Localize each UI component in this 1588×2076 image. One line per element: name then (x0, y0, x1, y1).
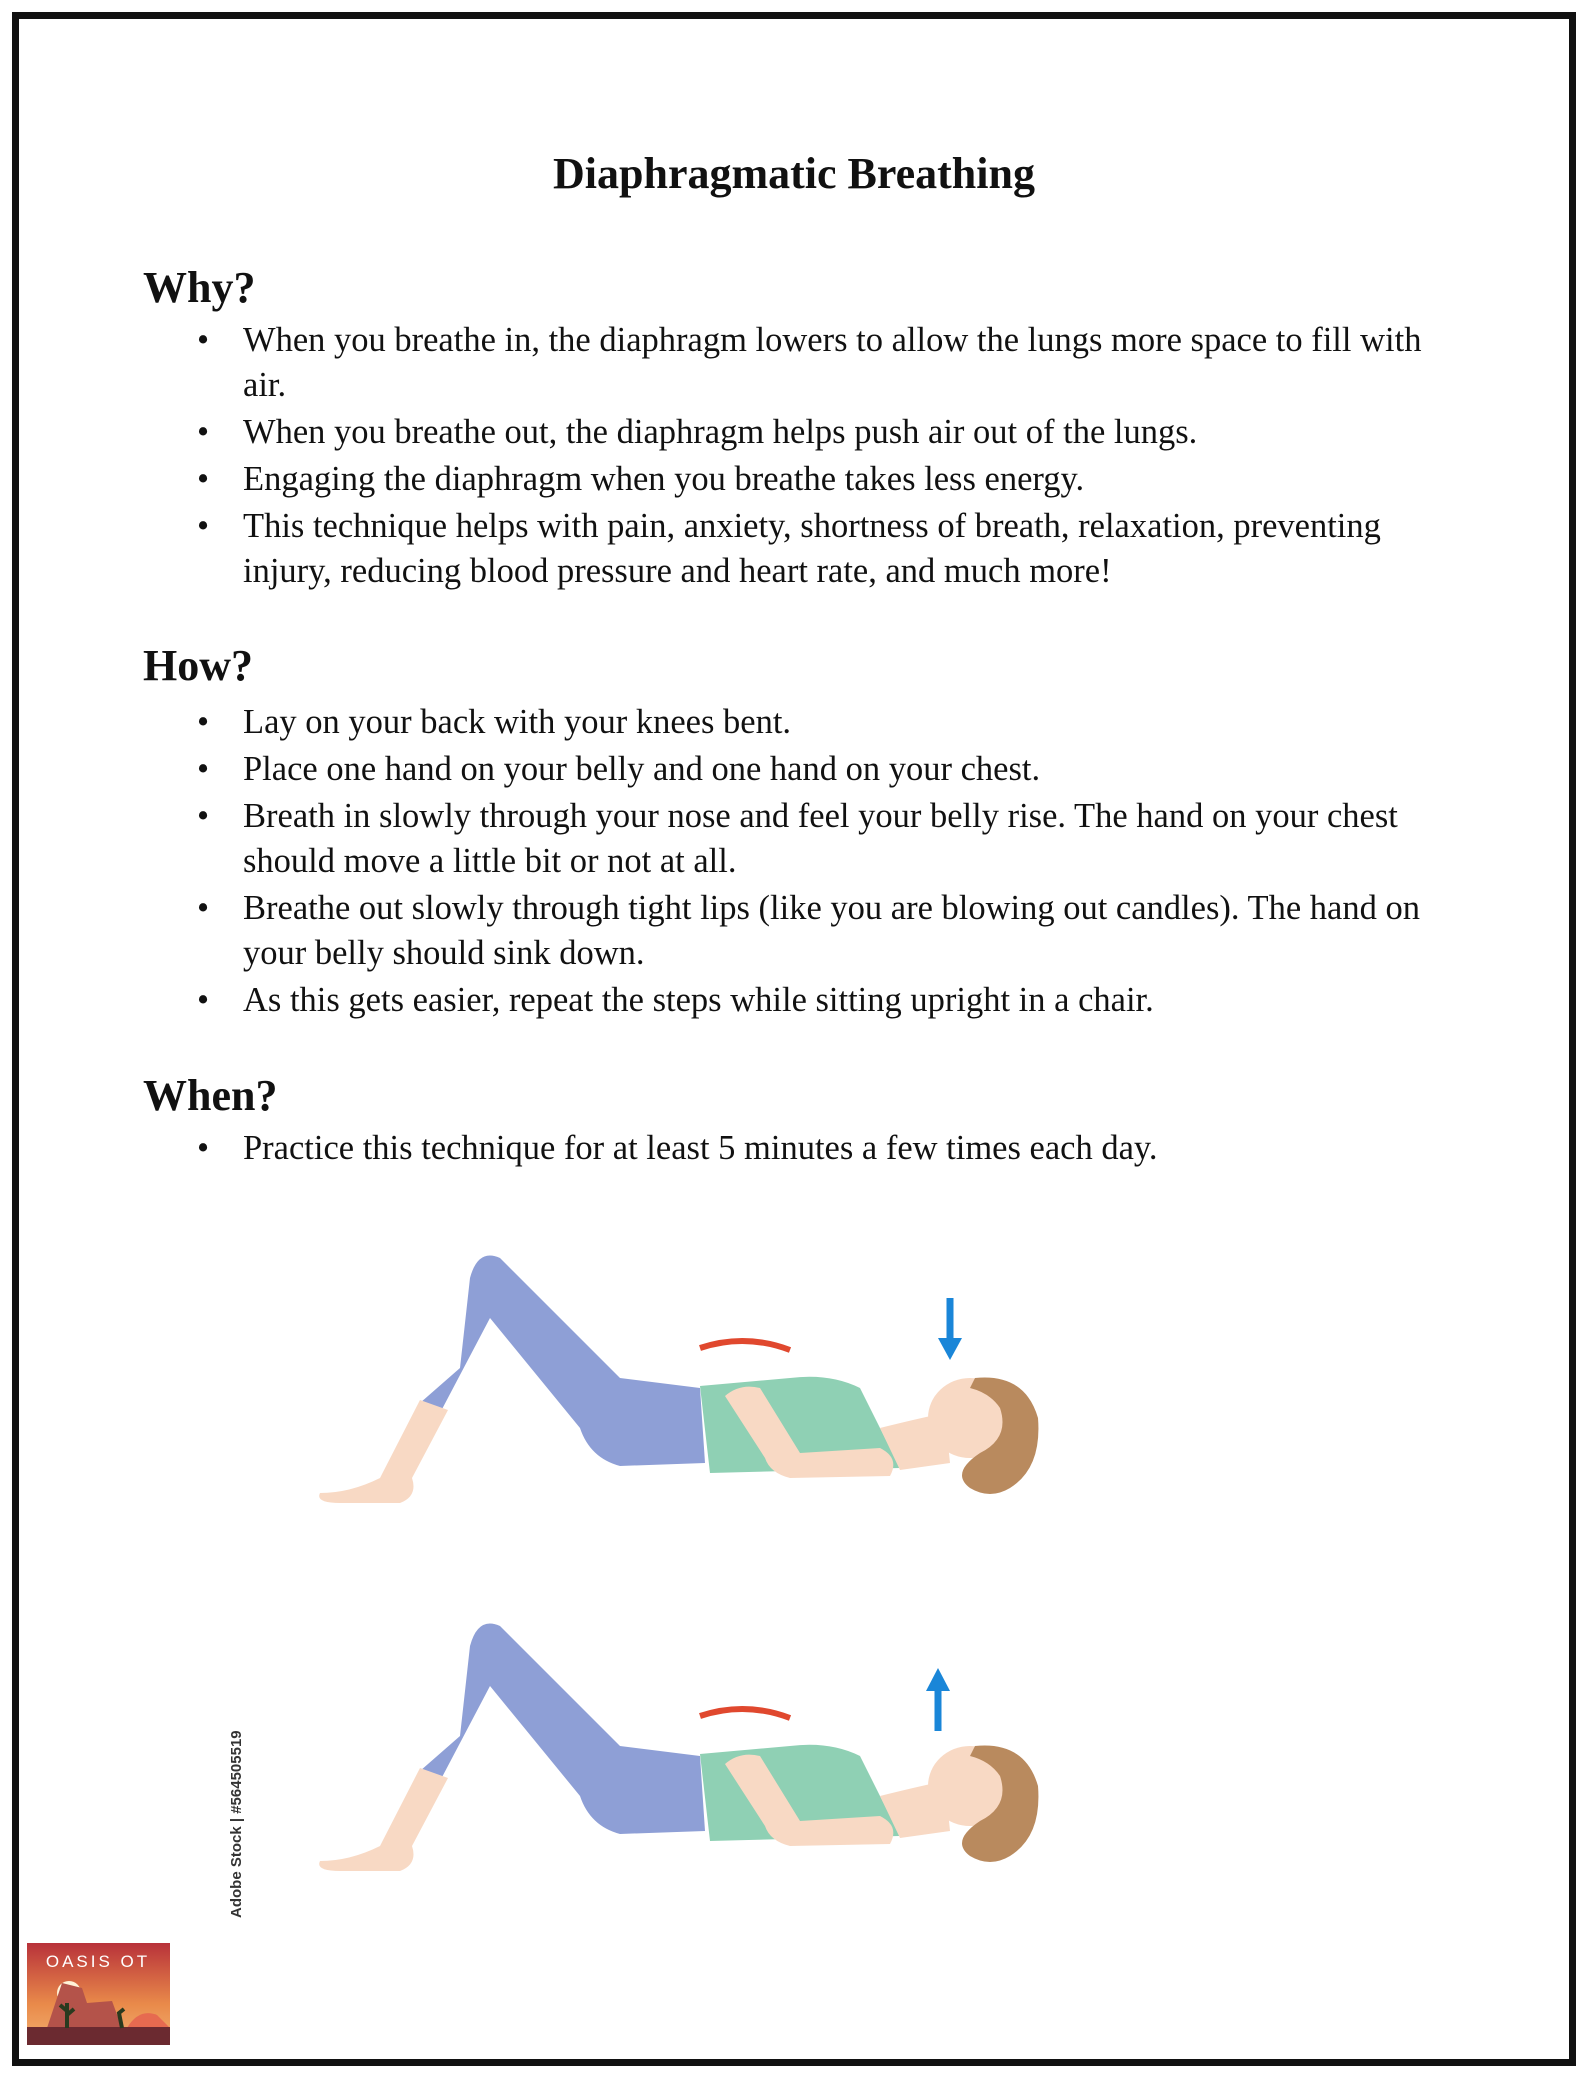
list-item: • As this gets easier, repeat the steps while sitting upright in a chair. (197, 981, 1154, 1019)
list-item: • Breath in slowly through your nose and feel your belly rise. The hand on your chest should move a little bit or not at all. (197, 797, 1398, 880)
list-item: • When you breathe in, the diaphragm lowers to allow the lungs more space to fill with air. (197, 321, 1422, 404)
stock-watermark: Adobe Stock | #564505519 (228, 1730, 245, 1918)
list-item: • Lay on your back with your knees bent. (197, 703, 792, 741)
list-item: • Breathe out slowly through tight lips (like you are blowing out candles). The hand on your belly should sink down. (197, 889, 1420, 972)
when-list (197, 1126, 1463, 1173)
heading-how: How? (143, 641, 253, 690)
svg-text:OASIS OT: OASIS OT (45, 1952, 151, 1971)
list-item: • Place one hand on your belly and one hand on your chest. (197, 750, 1041, 788)
list-item: • Engaging the diaphragm when you breathe takes less energy. (197, 460, 1085, 498)
how-list (197, 700, 1463, 1025)
page-title: Diaphragmatic Breathing (553, 149, 1035, 198)
list-item: • This technique helps with pain, anxiety, shortness of breath, relaxation, preventing injury, reducing blood pressure and heart rate, and much more! (197, 507, 1381, 590)
list-item: • Practice this technique for at least 5 minutes a few times each day. (197, 1129, 1158, 1167)
oasis-ot-logo (27, 1943, 170, 2045)
exhale-arrow-icon (926, 1668, 950, 1731)
exhale-illustration (310, 1606, 1190, 1886)
inhale-illustration (310, 1238, 1190, 1518)
heading-when: When? (143, 1071, 278, 1120)
list-item: • When you breathe out, the diaphragm helps push air out of the lungs. (197, 413, 1198, 451)
why-list (197, 318, 1463, 596)
inhale-arrow-icon (938, 1298, 962, 1360)
heading-why: Why? (143, 263, 256, 312)
